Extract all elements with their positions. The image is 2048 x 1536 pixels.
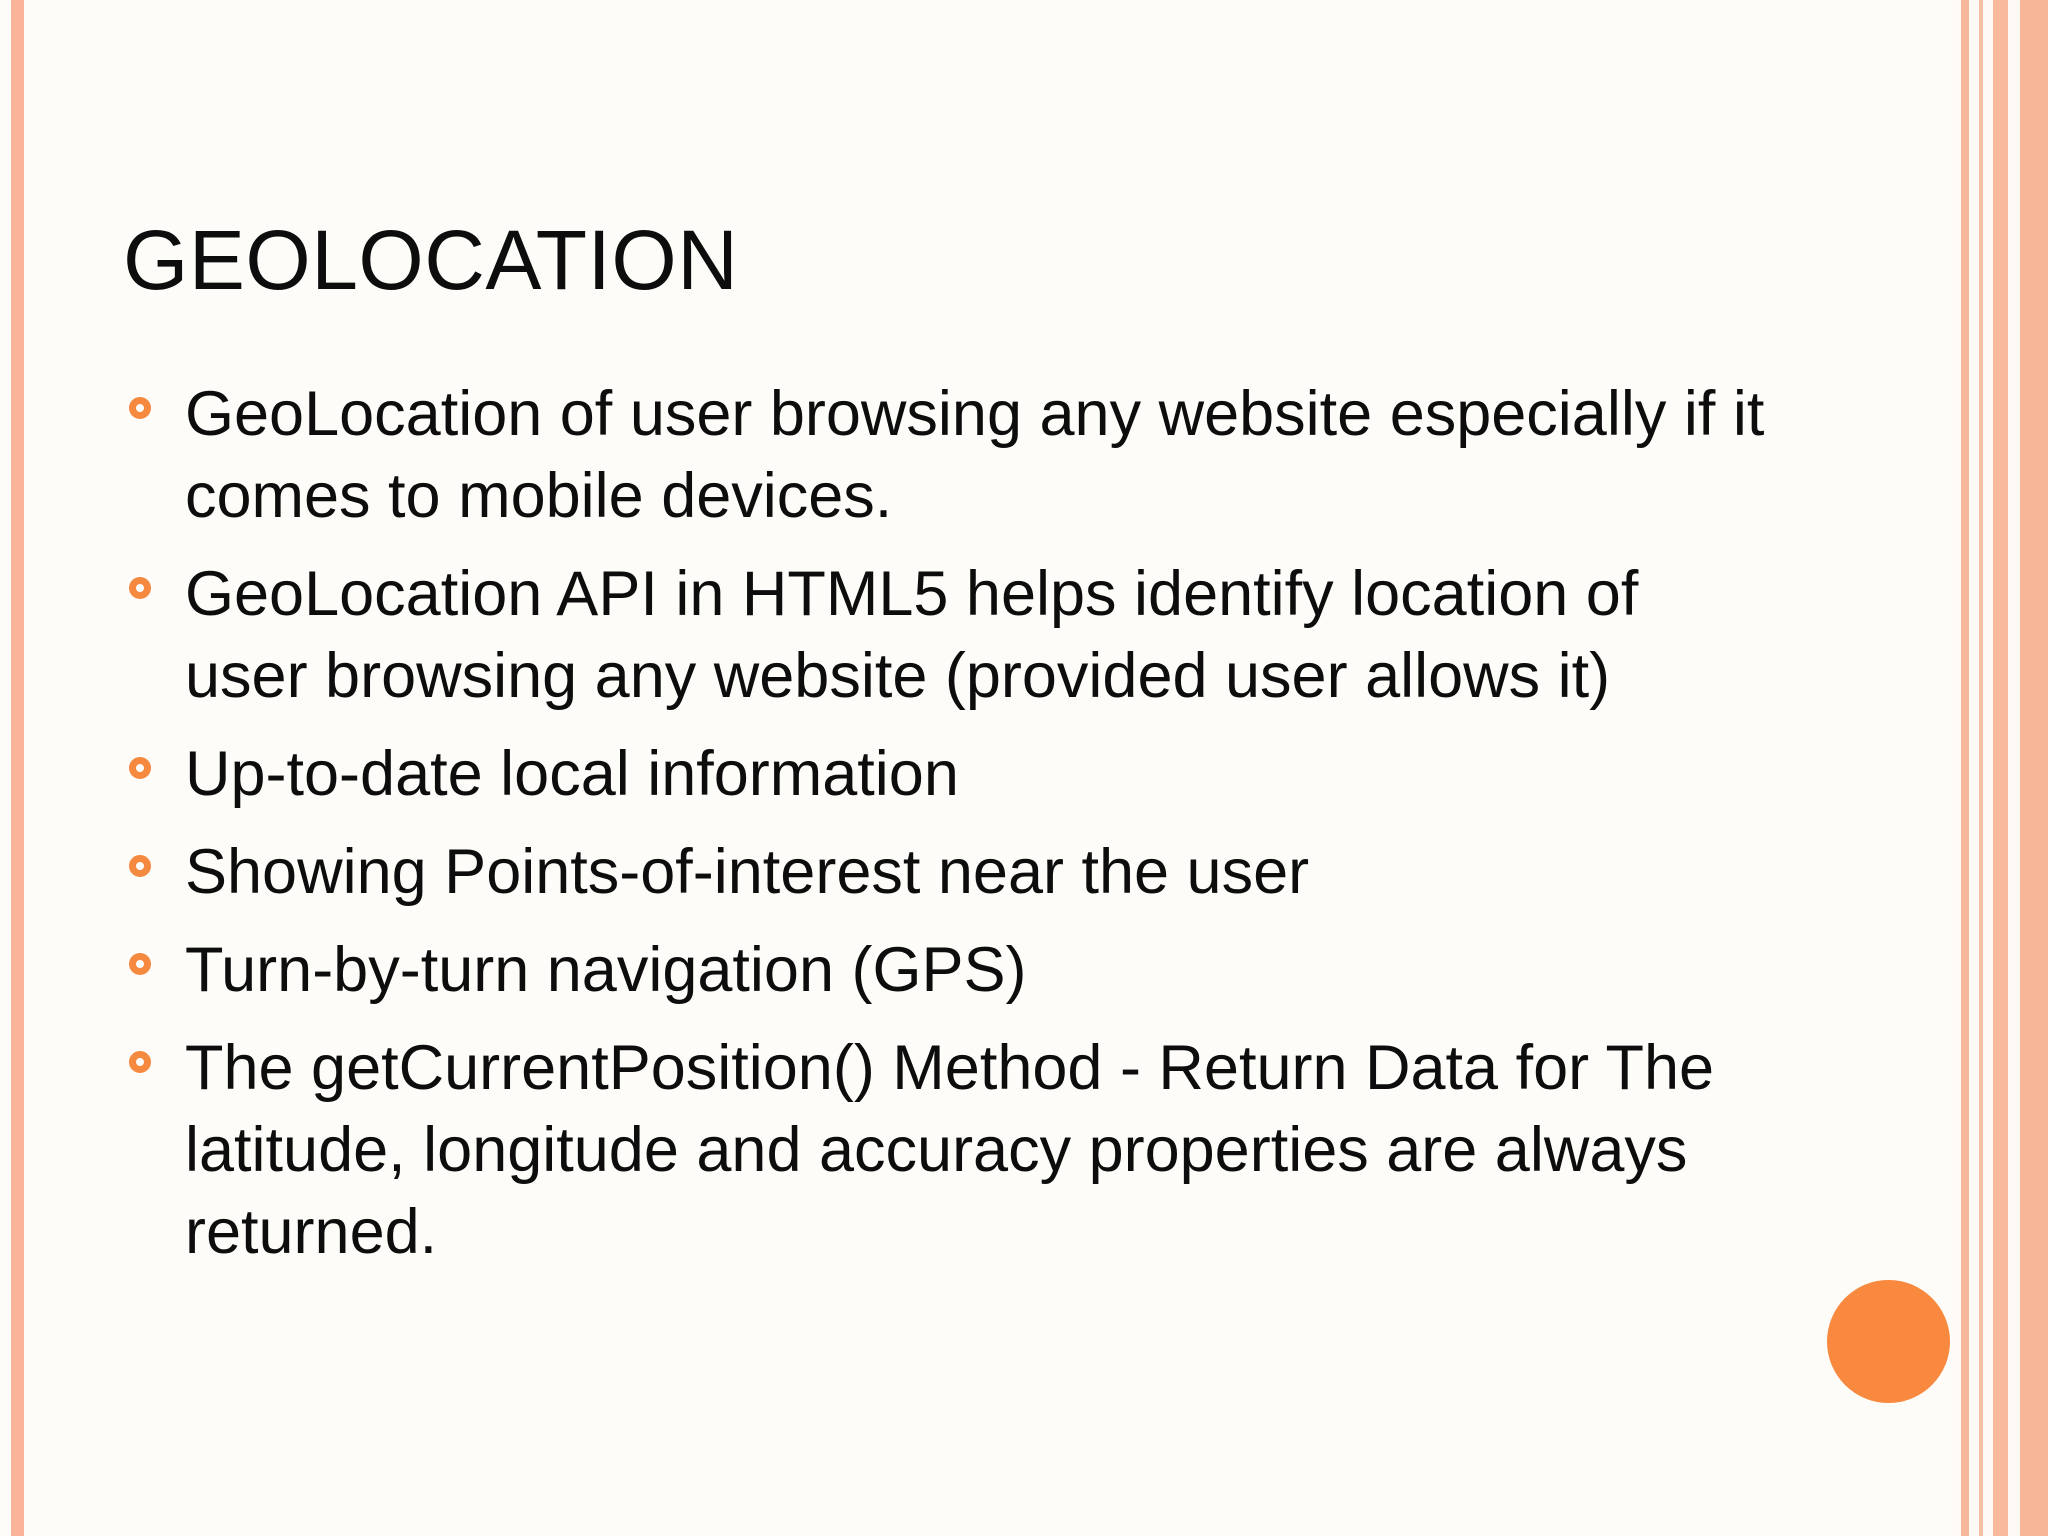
bullet-ring-icon bbox=[129, 397, 151, 419]
right-border-stripe bbox=[1979, 0, 1983, 1536]
bullet-ring-icon bbox=[129, 855, 151, 877]
left-border-stripe bbox=[11, 0, 24, 1536]
bullet-text: Up-to-date local information bbox=[185, 739, 959, 809]
bullet-text: The getCurrentPosition() Method - Return Data for The latitude, longitude and accuracy properties are always returned. bbox=[185, 1033, 1715, 1267]
bullet-ring-icon bbox=[129, 1051, 151, 1073]
bullet-item bbox=[125, 553, 1765, 717]
bullet-item bbox=[125, 373, 1765, 537]
bullet-item bbox=[125, 733, 1765, 815]
slide-title: GEOLOCATION bbox=[123, 213, 739, 307]
orange-circle-decoration bbox=[1827, 1280, 1950, 1403]
bullet-item bbox=[125, 929, 1765, 1011]
right-border-stripe bbox=[1993, 0, 2008, 1536]
bullet-text: GeoLocation of user browsing any website especially if it comes to mobile devices. bbox=[185, 379, 1765, 531]
bullet-item bbox=[125, 1027, 1765, 1273]
bullet-text: GeoLocation API in HTML5 helps identify location of user browsing any website (provided user allows it) bbox=[185, 559, 1639, 711]
bullet-text: Turn-by-turn navigation (GPS) bbox=[185, 935, 1027, 1005]
right-border-stripe bbox=[1961, 0, 1969, 1536]
bullet-ring-icon bbox=[129, 757, 151, 779]
bullet-ring-icon bbox=[129, 577, 151, 599]
bullet-item bbox=[125, 831, 1765, 913]
bullet-list bbox=[125, 373, 1765, 1289]
bullet-text: Showing Points-of-interest near the user bbox=[185, 837, 1310, 907]
right-border-stripe bbox=[2020, 0, 2048, 1536]
bullet-ring-icon bbox=[129, 953, 151, 975]
